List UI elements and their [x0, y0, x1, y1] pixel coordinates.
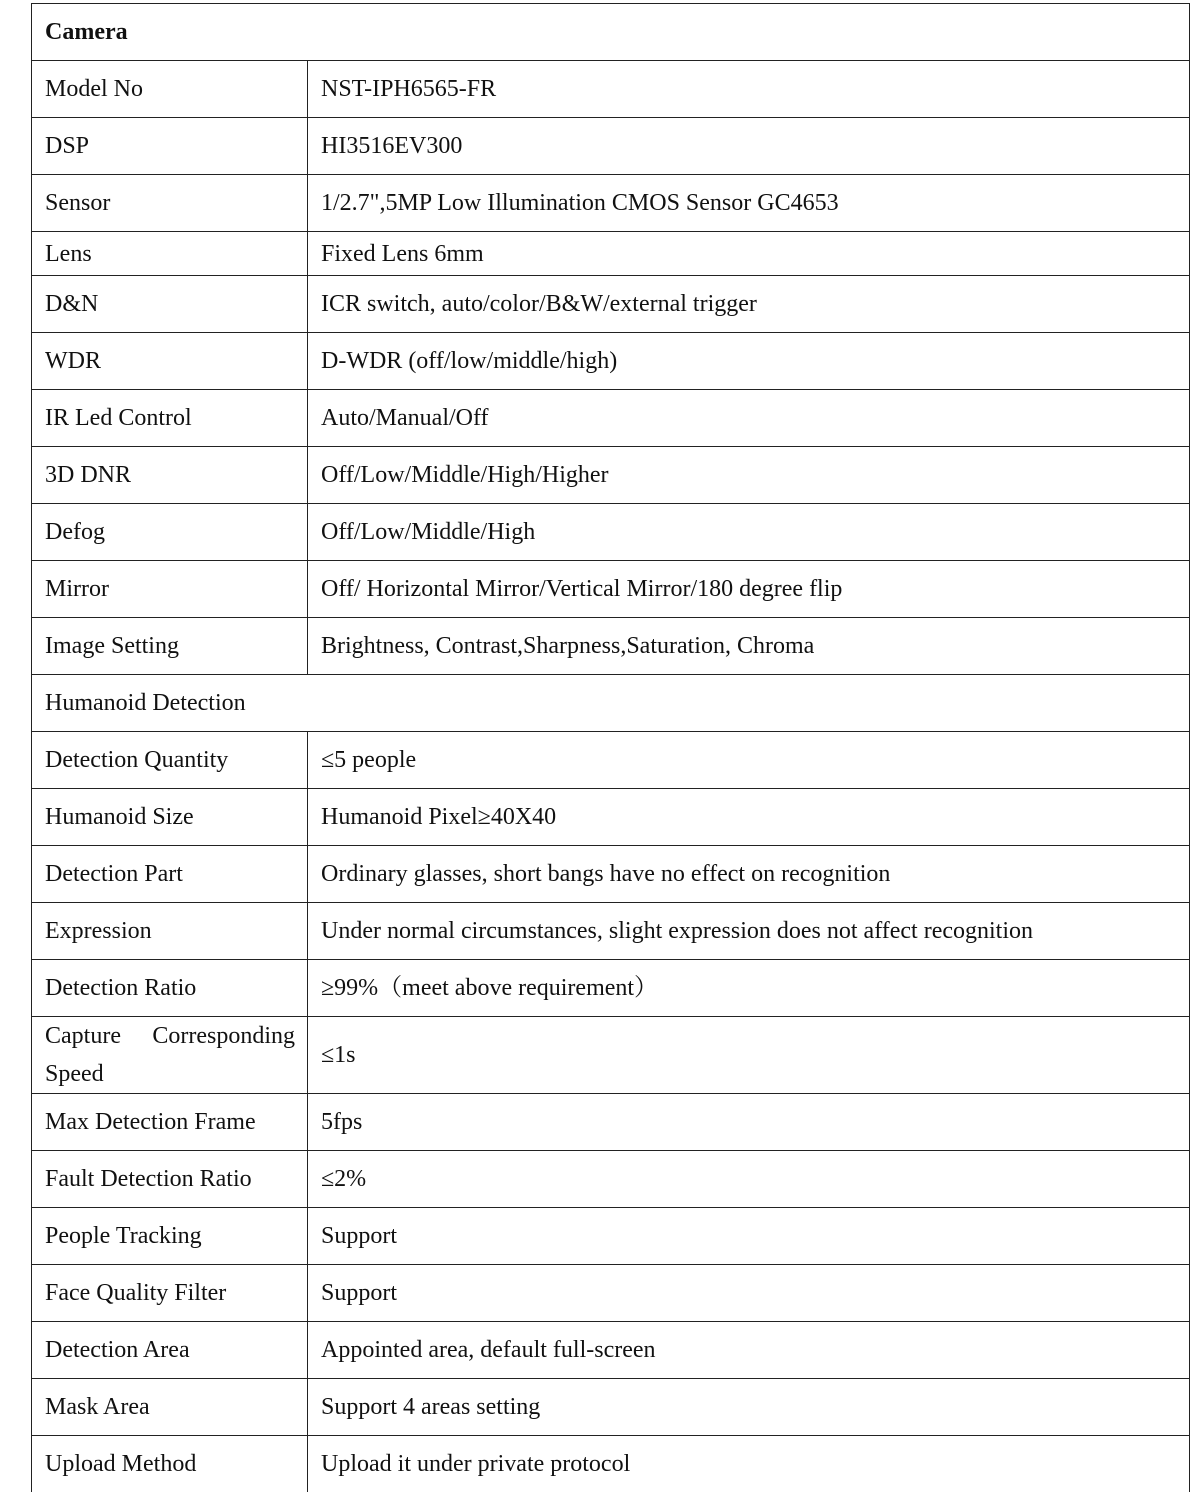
spec-row-dsp — [32, 118, 1190, 175]
spec-value: Support — [308, 1265, 1190, 1322]
spec-table — [31, 3, 1190, 1492]
spec-row-3d-dnr — [32, 447, 1190, 504]
spec-row-expression — [32, 903, 1190, 960]
spec-row-sensor — [32, 175, 1190, 232]
spec-label: Detection Area — [32, 1322, 308, 1379]
spec-value: Off/ Horizontal Mirror/Vertical Mirror/180 degree flip — [308, 561, 1190, 618]
spec-row-fault-detection-ratio — [32, 1151, 1190, 1208]
spec-label: Detection Ratio — [32, 960, 308, 1017]
spec-label: Detection Quantity — [32, 732, 308, 789]
spec-label: Model No — [32, 61, 308, 118]
spec-row-upload-method — [32, 1436, 1190, 1492]
spec-row-mask-area — [32, 1379, 1190, 1436]
spec-value: ≥99%（meet above requirement） — [308, 960, 1190, 1017]
spec-row-humanoid-size — [32, 789, 1190, 846]
spec-row-capture-speed — [32, 1017, 1190, 1094]
spec-label: Mask Area — [32, 1379, 308, 1436]
spec-value: Off/Low/Middle/High/Higher — [308, 447, 1190, 504]
spec-row-detection-ratio — [32, 960, 1190, 1017]
spec-label: DSP — [32, 118, 308, 175]
spec-label: Upload Method — [32, 1436, 308, 1492]
spec-value: ≤5 people — [308, 732, 1190, 789]
spec-row-people-tracking — [32, 1208, 1190, 1265]
table-title: Camera — [32, 4, 1190, 61]
spec-value: ≤1s — [308, 1017, 1190, 1094]
spec-value: Brightness, Contrast,Sharpness,Saturation, Chroma — [308, 618, 1190, 675]
table-title-row — [32, 4, 1190, 61]
spec-row-ir-led-control — [32, 390, 1190, 447]
spec-row-lens — [32, 232, 1190, 276]
spec-label: IR Led Control — [32, 390, 308, 447]
spec-row-wdr — [32, 333, 1190, 390]
spec-row-mirror — [32, 561, 1190, 618]
spec-row-detection-quantity — [32, 732, 1190, 789]
spec-value: Off/Low/Middle/High — [308, 504, 1190, 561]
spec-label: Image Setting — [32, 618, 308, 675]
spec-value: HI3516EV300 — [308, 118, 1190, 175]
spec-label: Mirror — [32, 561, 308, 618]
spec-row-detection-area — [32, 1322, 1190, 1379]
spec-label: Face Quality Filter — [32, 1265, 308, 1322]
spec-value: D-WDR (off/low/middle/high) — [308, 333, 1190, 390]
spec-value: NST-IPH6565-FR — [308, 61, 1190, 118]
spec-value: Fixed Lens 6mm — [308, 232, 1190, 276]
spec-label: Fault Detection Ratio — [32, 1151, 308, 1208]
section-heading: Humanoid Detection — [32, 675, 1190, 732]
spec-row-max-detection-frame — [32, 1094, 1190, 1151]
spec-label: People Tracking — [32, 1208, 308, 1265]
spec-label: Sensor — [32, 175, 308, 232]
spec-value: Humanoid Pixel≥40X40 — [308, 789, 1190, 846]
spec-value: Appointed area, default full-screen — [308, 1322, 1190, 1379]
spec-label: Capture Corresponding Speed — [32, 1017, 308, 1094]
spec-row-detection-part — [32, 846, 1190, 903]
spec-value: 1/2.7",5MP Low Illumination CMOS Sensor GC4653 — [308, 175, 1190, 232]
spec-value: Under normal circumstances, slight expression does not affect recognition — [308, 903, 1190, 960]
spec-row-dn — [32, 276, 1190, 333]
spec-row-defog — [32, 504, 1190, 561]
spec-row-face-quality-filter — [32, 1265, 1190, 1322]
spec-label: Humanoid Size — [32, 789, 308, 846]
spec-label: 3D DNR — [32, 447, 308, 504]
spec-label: Max Detection Frame — [32, 1094, 308, 1151]
spec-label: WDR — [32, 333, 308, 390]
spec-value: Support — [308, 1208, 1190, 1265]
spec-label: Lens — [32, 232, 308, 276]
spec-value: Auto/Manual/Off — [308, 390, 1190, 447]
spec-value: Upload it under private protocol — [308, 1436, 1190, 1492]
spec-value: ≤2% — [308, 1151, 1190, 1208]
section-row-humanoid — [32, 675, 1190, 732]
spec-value: ICR switch, auto/color/B&W/external trigger — [308, 276, 1190, 333]
spec-label: Defog — [32, 504, 308, 561]
spec-label: Expression — [32, 903, 308, 960]
spec-value: Support 4 areas setting — [308, 1379, 1190, 1436]
spec-value: Ordinary glasses, short bangs have no effect on recognition — [308, 846, 1190, 903]
spec-row-image-setting — [32, 618, 1190, 675]
spec-row-model-no — [32, 61, 1190, 118]
spec-label: D&N — [32, 276, 308, 333]
spec-value: 5fps — [308, 1094, 1190, 1151]
spec-label: Detection Part — [32, 846, 308, 903]
